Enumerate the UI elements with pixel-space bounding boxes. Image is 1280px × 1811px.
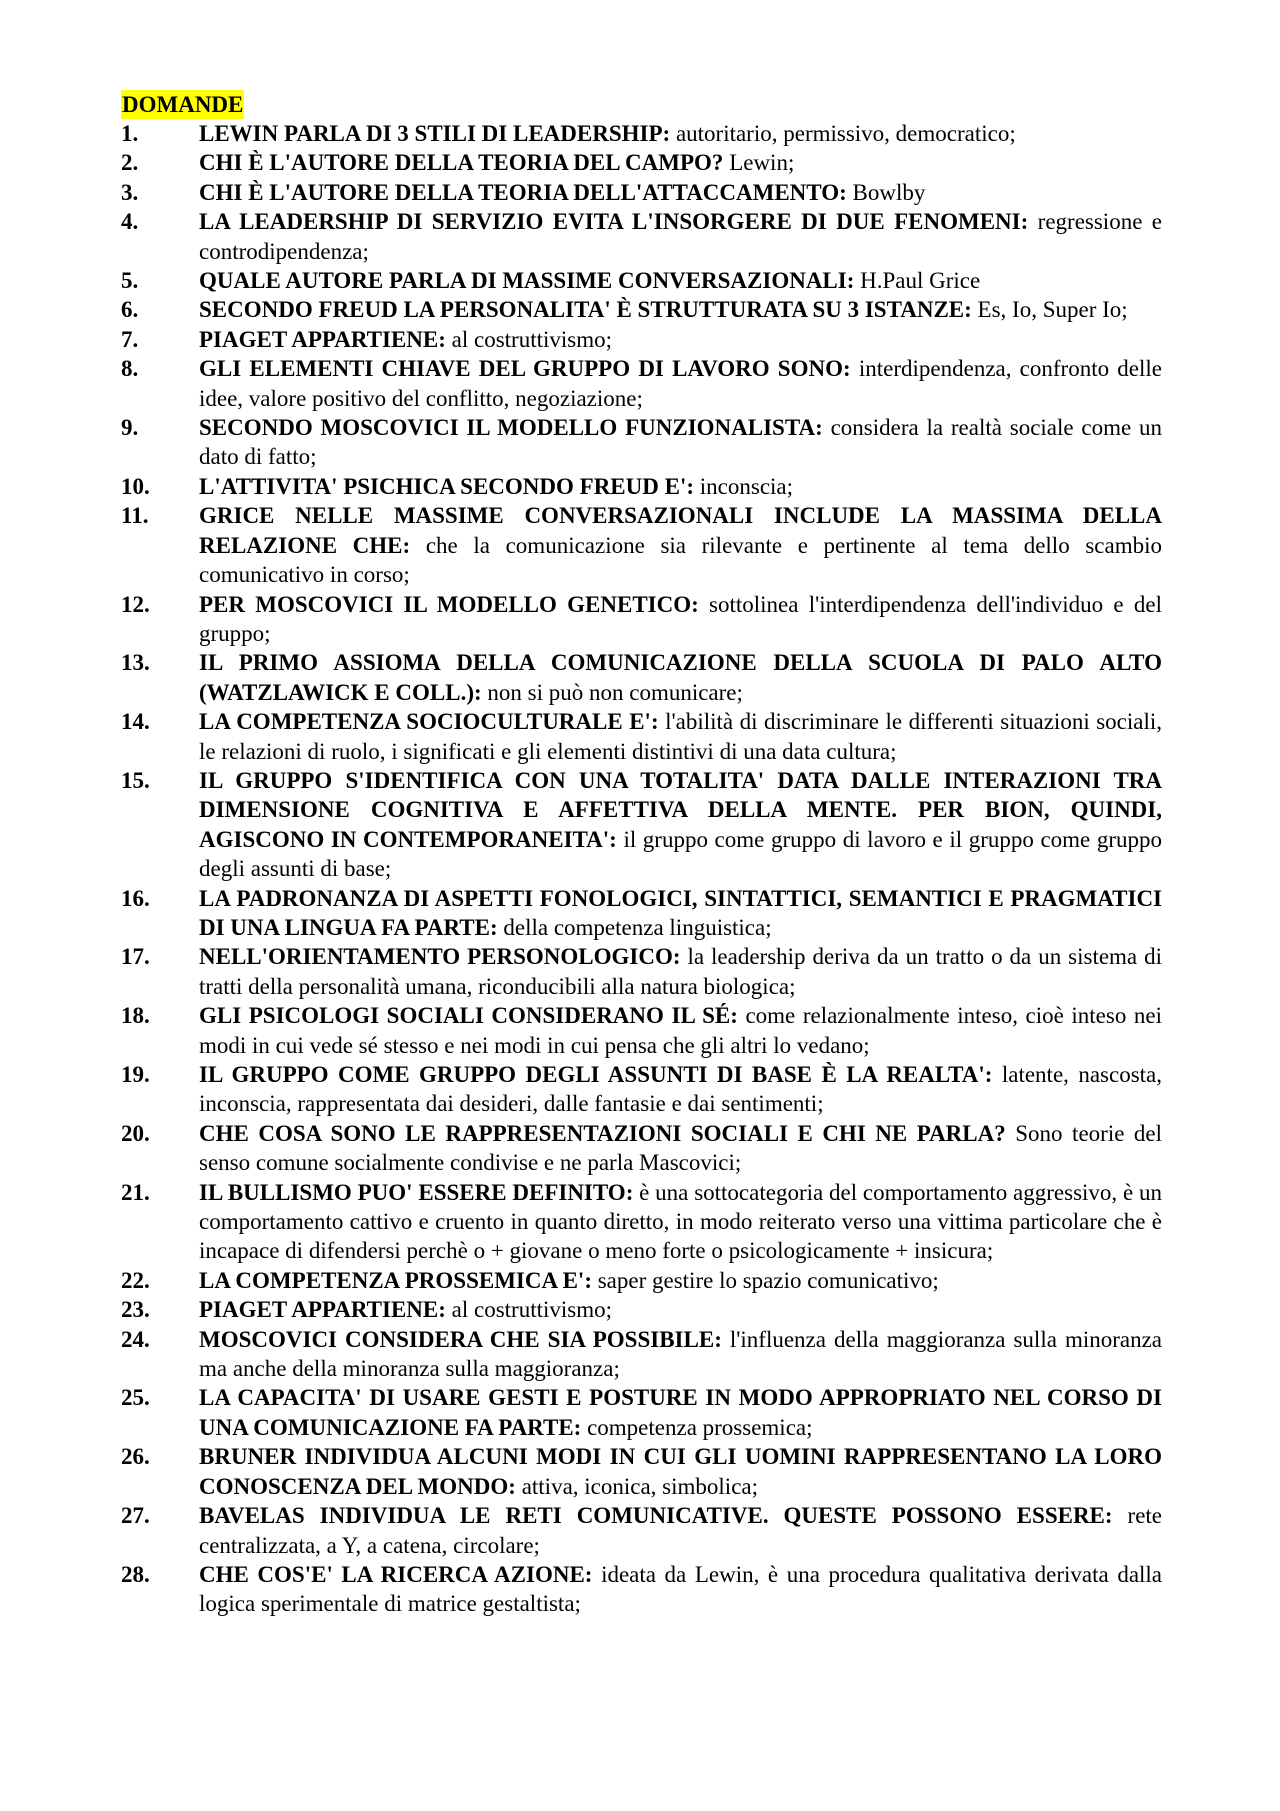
question-number: 28.: [121, 1561, 150, 1587]
question-number: 11.: [121, 503, 149, 529]
answer-text: latente, nascosta, inconscia, rappresentata dai desideri, dalle fantasie e dai sentimenti;: [199, 1062, 1163, 1117]
question-item: [121, 472, 1162, 501]
question-text: BAVELAS INDIVIDUA LE RETI COMUNICATIVE. QUESTE POSSONO ESSERE:: [199, 1503, 1113, 1529]
question-item: [121, 413, 1162, 472]
question-number: 25.: [121, 1385, 150, 1411]
question-item: [121, 1295, 1162, 1324]
answer-text: Es, Io, Super Io;: [977, 297, 1128, 323]
question-text: PIAGET APPARTIENE:: [199, 1297, 446, 1323]
answer-text: regressione e controdipendenza;: [199, 209, 1163, 264]
question-item: [121, 1383, 1162, 1442]
question-text: CHI È L'AUTORE DELLA TEORIA DELL'ATTACCAMENTO:: [199, 179, 847, 205]
document-heading: DOMANDE: [122, 92, 244, 117]
question-item: [121, 1442, 1162, 1501]
answer-text: attiva, iconica, simbolica;: [521, 1473, 758, 1499]
question-item: [121, 148, 1162, 177]
question-item: [121, 1060, 1162, 1119]
answer-text: Sono teorie del senso comune socialmente condivise e ne parla Mascovici;: [199, 1120, 1163, 1176]
question-item: [121, 942, 1162, 1001]
question-item: [121, 1325, 1162, 1384]
question-item: [121, 1501, 1162, 1560]
answer-text: Bowlby: [852, 179, 926, 205]
answer-text: inconscia;: [699, 473, 794, 499]
question-text: CHI È L'AUTORE DELLA TEORIA DEL CAMPO?: [199, 150, 724, 176]
answer-text: non si può non comunicare;: [487, 679, 743, 705]
question-number: 10.: [121, 473, 150, 499]
question-item: [121, 1119, 1162, 1178]
question-number: 2.: [121, 150, 139, 176]
question-text: LA COMPETENZA PROSSEMICA E':: [199, 1267, 592, 1293]
question-text: MOSCOVICI CONSIDERA CHE SIA POSSIBILE:: [199, 1326, 722, 1352]
question-number: 24.: [121, 1326, 150, 1352]
question-item: [121, 1266, 1162, 1295]
question-item: [121, 1178, 1162, 1266]
answer-text: saper gestire lo spazio comunicativo;: [597, 1267, 939, 1293]
question-text: QUALE AUTORE PARLA DI MASSIME CONVERSAZIONALI:: [199, 268, 855, 294]
question-number: 19.: [121, 1062, 150, 1087]
question-item: [121, 590, 1162, 649]
question-number: 3.: [121, 179, 139, 205]
question-number: 20.: [121, 1120, 150, 1146]
question-number: 27.: [121, 1503, 150, 1529]
answer-text: rete centralizzata, a Y, a catena, circolare;: [199, 1503, 1162, 1558]
question-number: 26.: [121, 1444, 150, 1470]
answer-text: che la comunicazione sia rilevante e pertinente al tema dello scambio comunicativo in corso;: [199, 532, 1162, 588]
question-text: NELL'ORIENTAMENTO PERSONOLOGICO:: [199, 944, 681, 970]
question-item: [121, 266, 1162, 295]
answer-text: ideata da Lewin, è una procedura qualitativa derivata dalla logica sperimentale di matrice gestaltista;: [199, 1561, 1163, 1617]
question-text: CHE COSA SONO LE RAPPRESENTAZIONI SOCIALI E CHI NE PARLA?: [199, 1120, 1006, 1146]
question-text: PIAGET APPARTIENE:: [199, 326, 446, 352]
question-item: [121, 1001, 1162, 1060]
question-number: 13.: [121, 650, 150, 676]
question-item: [121, 1560, 1162, 1619]
question-text: CHE COS'E' LA RICERCA AZIONE:: [199, 1561, 593, 1587]
answer-text: considera la realtà sociale come un dato di fatto;: [199, 415, 1163, 470]
answer-text: è una sottocategoria del comportamento aggressivo, è un comportamento cattivo e cruento in quanto diretto, in modo reiterato verso una vittima particolare che è incapace di difendersi perchè o + giovane o meno forte o psicologicamente + insicura;: [199, 1179, 1162, 1264]
question-text: GLI ELEMENTI CHIAVE DEL GRUPPO DI LAVORO SONO:: [199, 356, 851, 382]
question-text: SECONDO FREUD LA PERSONALITA' È STRUTTURATA SU 3 ISTANZE:: [199, 297, 972, 323]
question-item: [121, 178, 1162, 207]
question-item: [121, 884, 1162, 943]
question-text: IL PRIMO ASSIOMA DELLA COMUNICAZIONE DELLA SCUOLA DI PALO ALTO (WATZLAWICK E COLL.):: [199, 650, 1162, 705]
question-text: PER MOSCOVICI IL MODELLO GENETICO:: [199, 591, 699, 617]
question-item: [121, 501, 1162, 589]
answer-text: della competenza linguistica;: [503, 914, 772, 940]
answer-text: autoritario, permissivo, democratico;: [675, 121, 1016, 146]
question-number: 16.: [121, 885, 150, 911]
answer-text: al costruttivismo;: [451, 1297, 613, 1323]
question-item: [121, 766, 1162, 884]
question-item: [121, 648, 1162, 707]
answer-text: competenza prossemica;: [587, 1414, 813, 1440]
answer-text: al costruttivismo;: [451, 326, 613, 352]
answer-text: H.Paul Grice: [860, 268, 981, 294]
question-text: LEWIN PARLA DI 3 STILI DI LEADERSHIP:: [199, 121, 671, 146]
question-number: 5.: [121, 268, 139, 294]
question-text: IL GRUPPO S'IDENTIFICA CON UNA TOTALITA' DATA DALLE INTERAZIONI TRA DIMENSIONE COGNITIVA E AFFETTIVA DELLA MENTE. PER BION, QUINDI, AGISCONO IN CONTEMPORANEITA':: [199, 767, 1162, 852]
question-text: IL GRUPPO COME GRUPPO DEGLI ASSUNTI DI BASE È LA REALTA':: [199, 1062, 993, 1087]
question-list: [121, 119, 1162, 1619]
question-item: [121, 207, 1162, 266]
question-number: 12.: [121, 591, 150, 617]
answer-text: l'abilità di discriminare le differenti situazioni sociali, le relazioni di ruolo, i significati e gli elementi distintivi di una data cultura;: [199, 709, 1163, 764]
answer-text: il gruppo come gruppo di lavoro e il gruppo come gruppo degli assunti di base;: [199, 826, 1163, 882]
question-item: [121, 325, 1162, 354]
answer-text: sottolinea l'interdipendenza dell'individuo e del gruppo;: [199, 591, 1162, 646]
question-text: BRUNER INDIVIDUA ALCUNI MODI IN CUI GLI UOMINI RAPPRESENTANO LA LORO CONOSCENZA DEL MONDO:: [199, 1444, 1162, 1499]
question-number: 6.: [121, 297, 139, 323]
question-item: [121, 707, 1162, 766]
answer-text: interdipendenza, confronto delle idee, valore positivo del conflitto, negoziazione;: [199, 356, 1162, 411]
question-number: 14.: [121, 709, 150, 735]
question-text: IL BULLISMO PUO' ESSERE DEFINITO:: [199, 1179, 634, 1205]
answer-text: come relazionalmente inteso, cioè inteso nei modi in cui vede sé stesso e nei modi in cui pensa che gli altri lo vedano;: [199, 1003, 1163, 1058]
question-number: 15.: [121, 767, 150, 793]
question-number: 18.: [121, 1003, 150, 1029]
answer-text: Lewin;: [729, 150, 795, 176]
question-item: [121, 295, 1162, 324]
question-number: 21.: [121, 1179, 150, 1205]
question-text: GRICE NELLE MASSIME CONVERSAZIONALI INCLUDE LA MASSIMA DELLA RELAZIONE CHE:: [199, 503, 1162, 558]
question-number: 1.: [121, 121, 139, 146]
question-text: SECONDO MOSCOVICI IL MODELLO FUNZIONALISTA:: [199, 415, 823, 441]
question-item: [121, 119, 1162, 148]
question-item: [121, 354, 1162, 413]
question-number: 17.: [121, 944, 150, 970]
question-text: L'ATTIVITA' PSICHICA SECONDO FREUD E':: [199, 473, 695, 499]
question-number: 8.: [121, 356, 139, 382]
question-number: 22.: [121, 1267, 150, 1293]
question-text: LA CAPACITA' DI USARE GESTI E POSTURE IN MODO APPROPRIATO NEL CORSO DI UNA COMUNICAZIONE FA PARTE:: [199, 1385, 1162, 1440]
answer-text: la leadership deriva da un tratto o da un sistema di tratti della personalità umana, riconducibili alla natura biologica;: [199, 944, 1162, 999]
answer-text: l'influenza della maggioranza sulla minoranza ma anche della minoranza sulla maggioranza;: [199, 1326, 1163, 1382]
question-text: GLI PSICOLOGI SOCIALI CONSIDERANO IL SÉ:: [199, 1003, 738, 1029]
question-number: 7.: [121, 326, 139, 352]
question-text: LA PADRONANZA DI ASPETTI FONOLOGICI, SINTATTICI, SEMANTICI E PRAGMATICI DI UNA LINGUA FA PARTE:: [199, 885, 1162, 940]
question-text: LA LEADERSHIP DI SERVIZIO EVITA L'INSORGERE DI DUE FENOMENI:: [199, 209, 1029, 235]
question-number: 4.: [121, 209, 139, 235]
question-number: 23.: [121, 1297, 150, 1323]
question-number: 9.: [121, 415, 139, 441]
question-text: LA COMPETENZA SOCIOCULTURALE E':: [199, 709, 659, 735]
